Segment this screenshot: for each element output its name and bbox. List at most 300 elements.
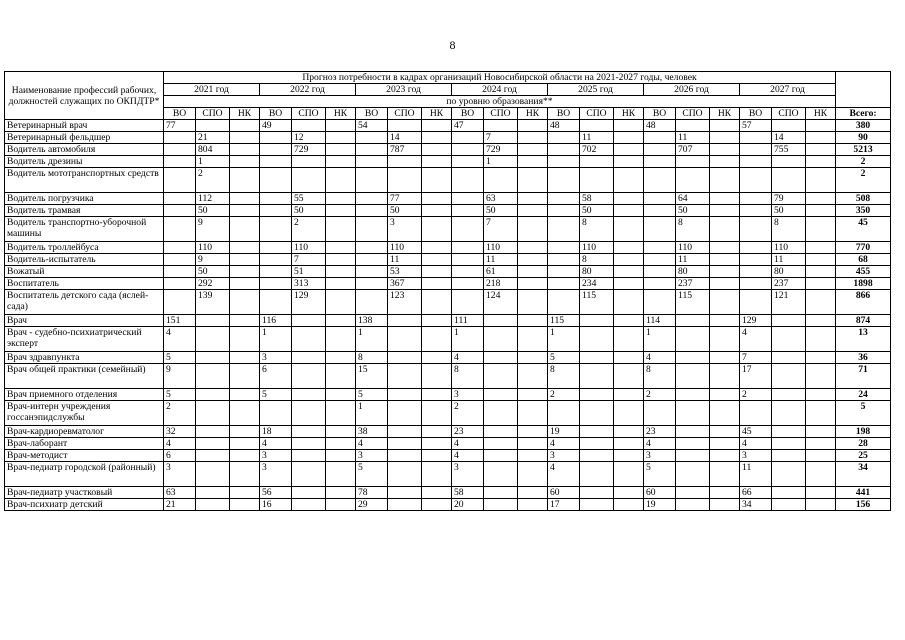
table-row [5,120,891,132]
year-header: 2026 год [644,84,740,96]
row-total: 455 [836,266,891,278]
value-cell [230,389,260,401]
value-cell [164,217,196,242]
value-cell [422,450,452,462]
value-cell [740,254,772,266]
value-cell [422,217,452,242]
profession-name: Врач-методист [5,450,164,462]
value-cell [230,168,260,193]
value-cell [614,499,644,511]
value-cell [230,364,260,389]
value-cell [614,217,644,242]
value-cell [260,193,292,205]
value-cell [772,120,806,132]
value-cell [710,499,740,511]
profession-name: Водитель погрузчика [5,193,164,205]
value-cell [518,450,548,462]
value-cell: 139 [196,290,230,315]
value-cell: 8 [548,364,580,389]
value-cell [452,156,484,168]
value-cell: 11 [388,254,422,266]
value-cell [548,401,580,426]
value-cell [292,401,326,426]
table-title: Прогноз потребности в кадрах организаций Новосибирской области на 2021-2027 годы, человек [164,72,836,84]
value-cell: 19 [548,426,580,438]
value-cell [422,254,452,266]
year-header: 2023 год [356,84,452,96]
value-cell [806,193,836,205]
row-total: 24 [836,389,891,401]
value-cell [772,438,806,450]
value-cell [740,193,772,205]
education-level-cell: НК [518,108,548,120]
row-total: 874 [836,315,891,327]
value-cell [230,499,260,511]
value-cell [644,242,676,254]
value-cell [230,290,260,315]
value-cell: 4 [740,327,772,352]
value-cell [518,242,548,254]
table-row [5,168,891,193]
value-cell: 4 [644,352,676,364]
value-cell: 313 [292,278,326,290]
row-total: 508 [836,193,891,205]
value-cell: 50 [772,205,806,217]
value-cell [676,389,710,401]
value-cell [292,499,326,511]
value-cell [452,217,484,242]
value-cell: 9 [196,254,230,266]
value-cell [230,327,260,352]
value-cell [518,327,548,352]
value-cell: 50 [580,205,614,217]
value-cell [422,462,452,487]
value-cell [806,168,836,193]
profession-name: Врач - судебно-психиатрический эксперт [5,327,164,352]
value-cell: 124 [484,290,518,315]
value-cell [548,290,580,315]
value-cell [710,193,740,205]
value-cell [614,242,644,254]
value-cell [710,426,740,438]
value-cell: 50 [196,266,230,278]
row-total: 28 [836,438,891,450]
value-cell [326,389,356,401]
value-cell [548,132,580,144]
profession-name: Водитель дрезины [5,156,164,168]
value-cell [580,499,614,511]
value-cell [614,352,644,364]
value-cell: 4 [260,438,292,450]
value-cell: 56 [260,487,292,499]
value-cell [326,364,356,389]
value-cell: 21 [196,132,230,144]
value-cell: 129 [292,290,326,315]
value-cell [292,168,326,193]
value-cell [260,217,292,242]
value-cell [614,132,644,144]
value-cell: 1 [356,401,388,426]
value-cell [644,193,676,205]
value-cell [422,352,452,364]
value-cell [422,156,452,168]
value-cell: 64 [676,193,710,205]
value-cell [326,450,356,462]
value-cell: 115 [548,315,580,327]
value-cell: 49 [260,120,292,132]
value-cell [326,352,356,364]
row-total: 350 [836,205,891,217]
value-cell [614,193,644,205]
education-level-cell: НК [422,108,452,120]
table-row [5,327,891,352]
value-cell [260,205,292,217]
value-cell: 110 [484,242,518,254]
value-cell [806,450,836,462]
value-cell: 50 [196,205,230,217]
row-total: 34 [836,462,891,487]
value-cell [710,266,740,278]
profession-name: Врач-педиатр участковый [5,487,164,499]
value-cell [452,168,484,193]
value-cell: 34 [740,499,772,511]
value-cell [614,401,644,426]
value-cell [676,450,710,462]
value-cell: 8 [356,352,388,364]
value-cell [422,266,452,278]
row-total: 770 [836,242,891,254]
value-cell [260,254,292,266]
value-cell: 50 [484,205,518,217]
value-cell: 1 [196,156,230,168]
value-cell [710,144,740,156]
value-cell [196,315,230,327]
value-cell [292,450,326,462]
value-cell [580,168,614,193]
value-cell [260,156,292,168]
profession-name: Врач-психиатр детский [5,499,164,511]
profession-name: Врач-лаборант [5,438,164,450]
value-cell: 6 [164,450,196,462]
value-cell [580,327,614,352]
table-row [5,364,891,389]
value-cell: 4 [452,438,484,450]
value-cell [806,242,836,254]
value-cell [388,364,422,389]
table-row [5,242,891,254]
row-total: 1898 [836,278,891,290]
value-cell: 4 [164,438,196,450]
value-cell [260,278,292,290]
value-cell [676,487,710,499]
value-cell [580,120,614,132]
value-cell: 4 [740,438,772,450]
value-cell [326,266,356,278]
profession-name: Водитель трамвая [5,205,164,217]
value-cell [388,401,422,426]
value-cell: 5 [356,389,388,401]
value-cell [230,278,260,290]
value-cell [806,132,836,144]
value-cell [548,205,580,217]
value-cell [356,217,388,242]
row-total: 198 [836,426,891,438]
value-cell: 14 [772,132,806,144]
value-cell [230,144,260,156]
value-cell [676,462,710,487]
table-row [5,352,891,364]
profession-name: Водитель транспортно-уборочной машины [5,217,164,242]
profession-name: Водитель-испытатель [5,254,164,266]
value-cell [676,352,710,364]
value-cell [230,487,260,499]
value-cell [484,450,518,462]
value-cell [484,120,518,132]
profession-name: Воспитатель [5,278,164,290]
value-cell: 2 [644,389,676,401]
value-cell [422,327,452,352]
row-total: 5 [836,401,891,426]
education-level-cell: ВО [452,108,484,120]
value-cell [452,193,484,205]
value-cell [356,205,388,217]
table-row [5,438,891,450]
value-cell [614,278,644,290]
value-cell [644,156,676,168]
value-cell [196,450,230,462]
value-cell [806,205,836,217]
year-header: 2024 год [452,84,548,96]
profession-name: Врач общей практики (семейный) [5,364,164,389]
value-cell [326,144,356,156]
value-cell [676,156,710,168]
value-cell: 23 [644,426,676,438]
value-cell [710,352,740,364]
value-cell [806,438,836,450]
value-cell: 5 [164,389,196,401]
value-cell [740,168,772,193]
value-cell [806,120,836,132]
table-body [5,120,891,511]
value-cell [644,290,676,315]
value-cell [422,438,452,450]
value-cell [326,401,356,426]
value-cell [422,132,452,144]
value-cell: 7 [740,352,772,364]
value-cell: 50 [676,205,710,217]
profession-column-header: Наименование профессий рабочих, должностей служащих по ОКПДТР* [5,72,164,120]
value-cell [196,426,230,438]
value-cell [260,132,292,144]
profession-name: Врач здравпункта [5,352,164,364]
value-cell [230,217,260,242]
education-level-cell: СПО [580,108,614,120]
value-cell [356,156,388,168]
value-cell [614,487,644,499]
value-cell [644,132,676,144]
value-cell [292,389,326,401]
value-cell [548,193,580,205]
profession-name: Врач-педиатр городской (районный) [5,462,164,487]
table-row [5,156,891,168]
value-cell: 8 [580,217,614,242]
value-cell [326,487,356,499]
value-cell [580,389,614,401]
value-cell: 367 [388,278,422,290]
education-level-cell: ВО [260,108,292,120]
value-cell: 112 [196,193,230,205]
value-cell: 234 [580,278,614,290]
value-cell [452,290,484,315]
value-cell [388,499,422,511]
value-cell [326,426,356,438]
value-cell [388,389,422,401]
value-cell [772,156,806,168]
value-cell [710,401,740,426]
value-cell [772,450,806,462]
value-cell [196,389,230,401]
year-header: 2021 год [164,84,260,96]
value-cell [772,315,806,327]
value-cell: 63 [484,193,518,205]
value-cell: 11 [676,254,710,266]
value-cell [740,242,772,254]
value-cell: 1 [484,156,518,168]
value-cell: 8 [580,254,614,266]
table-row [5,193,891,205]
value-cell: 11 [772,254,806,266]
value-cell [518,205,548,217]
value-cell [326,132,356,144]
value-cell [356,266,388,278]
value-cell: 111 [452,315,484,327]
row-total: 866 [836,290,891,315]
profession-name: Врач-кардиоревматолог [5,426,164,438]
value-cell: 1 [452,327,484,352]
value-cell [772,168,806,193]
value-cell [710,242,740,254]
value-cell [580,438,614,450]
value-cell: 19 [644,499,676,511]
value-cell: 60 [644,487,676,499]
value-cell [518,266,548,278]
value-cell [356,242,388,254]
value-cell [614,327,644,352]
value-cell: 729 [292,144,326,156]
profession-name: Водитель автомобиля [5,144,164,156]
value-cell [484,352,518,364]
value-cell: 2 [292,217,326,242]
value-cell [580,352,614,364]
value-cell [644,205,676,217]
value-cell [710,278,740,290]
education-level-cell: СПО [772,108,806,120]
value-cell [614,364,644,389]
value-cell [518,389,548,401]
value-cell [710,438,740,450]
value-cell [356,168,388,193]
value-cell: 9 [164,364,196,389]
value-cell [196,352,230,364]
value-cell [292,364,326,389]
value-cell [806,254,836,266]
value-cell [676,168,710,193]
value-cell [806,364,836,389]
value-cell [326,462,356,487]
row-total: 13 [836,327,891,352]
value-cell: 3 [164,462,196,487]
value-cell [614,144,644,156]
value-cell [230,438,260,450]
value-cell: 2 [164,401,196,426]
value-cell [452,205,484,217]
value-cell [356,290,388,315]
value-cell [614,156,644,168]
value-cell: 32 [164,426,196,438]
value-cell: 21 [164,499,196,511]
value-cell: 1 [644,327,676,352]
value-cell [388,487,422,499]
value-cell [740,156,772,168]
value-cell: 38 [356,426,388,438]
value-cell [772,426,806,438]
value-cell [614,438,644,450]
value-cell: 7 [484,132,518,144]
row-total: 68 [836,254,891,266]
table-header [5,72,891,120]
value-cell: 3 [548,450,580,462]
row-total: 441 [836,487,891,499]
value-cell [710,290,740,315]
profession-name: Водитель троллейбуса [5,242,164,254]
value-cell [260,290,292,315]
row-total: 25 [836,450,891,462]
value-cell [164,278,196,290]
value-cell [260,242,292,254]
value-cell: 1 [548,327,580,352]
value-cell: 4 [356,438,388,450]
value-cell [644,254,676,266]
value-cell [260,168,292,193]
value-cell [356,254,388,266]
value-cell [230,352,260,364]
value-cell [422,278,452,290]
education-level-cell: СПО [676,108,710,120]
value-cell [518,499,548,511]
value-cell [422,144,452,156]
value-cell [230,132,260,144]
value-cell: 23 [452,426,484,438]
value-cell [388,120,422,132]
table-row [5,278,891,290]
value-cell [292,487,326,499]
value-cell [710,132,740,144]
value-cell [772,462,806,487]
value-cell: 121 [772,290,806,315]
value-cell: 61 [484,266,518,278]
value-cell: 755 [772,144,806,156]
value-cell [196,499,230,511]
value-cell: 18 [260,426,292,438]
value-cell [676,364,710,389]
value-cell [676,401,710,426]
value-cell [772,499,806,511]
value-cell [196,401,230,426]
value-cell: 3 [356,450,388,462]
value-cell [484,168,518,193]
value-cell [614,205,644,217]
value-cell: 110 [196,242,230,254]
